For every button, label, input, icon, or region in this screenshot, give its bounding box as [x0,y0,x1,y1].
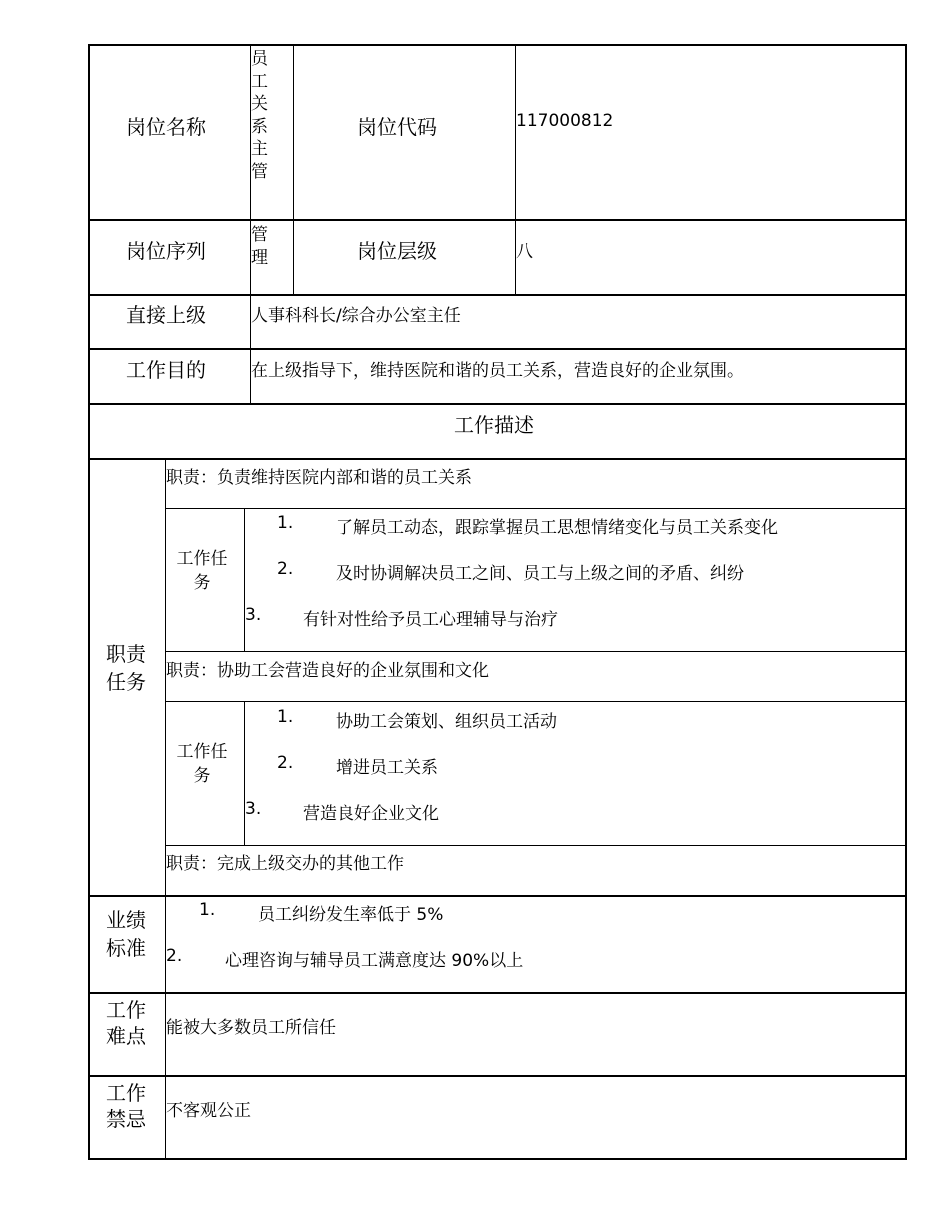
duty-1-task-1-number: 1. [277,513,294,533]
position-name-value: 员工关系主管 [251,49,268,182]
duty-1-task-1-text: 了解员工动态，跟踪掌握员工思想情绪变化与员工关系变化 [336,518,778,538]
performance-label-line1: 业绩 [106,908,146,932]
duty-2-title: 职责：协助工会营造良好的企业氛围和文化 [166,661,489,681]
position-code-value: 117000812 [516,111,614,131]
difficulty-label-line2: 难点 [106,1024,146,1048]
taboo-label-line1: 工作 [106,1081,146,1105]
position-series-value: 管理 [251,225,268,268]
duty-1-task-2-text: 及时协调解决员工之间、员工与上级之间的矛盾、纠纷 [336,564,744,584]
direct-superior-label: 直接上级 [126,303,206,327]
col-divider [244,508,245,652]
duty-1-title: 职责：负责维持医院内部和谐的员工关系 [166,468,472,488]
duty-1-task-2-number: 2. [277,559,294,579]
position-level-value: 八 [516,242,533,262]
taboo-label [106,1080,146,1132]
performance-label-line2: 标准 [106,936,146,960]
direct-superior-value: 人事科科长/综合办公室主任 [251,306,461,326]
task-label-line2: 务 [193,766,211,786]
duty-2-task-3-number: 3. [245,799,262,819]
duty-2-task-1-number: 1. [277,707,294,727]
border-right [905,44,907,1160]
position-series-label: 岗位序列 [126,239,206,263]
task-label-line1: 工作任 [176,742,228,762]
task-label [173,740,231,788]
duty-3-title: 职责：完成上级交办的其他工作 [166,854,404,874]
row-divider [88,294,907,296]
row-divider [88,458,907,460]
performance-2-text: 心理咨询与辅导员工满意度达 90%以上 [225,951,524,971]
row-divider [88,992,907,994]
taboo-label-line2: 禁忌 [106,1107,146,1131]
task-label-line2: 务 [193,573,211,593]
border-top [88,44,907,46]
position-level-label: 岗位层级 [357,239,437,263]
difficulty-label-line1: 工作 [106,998,146,1022]
col-divider [293,44,294,295]
difficulty-value: 能被大多数员工所信任 [166,1018,336,1038]
row-divider [88,1075,907,1077]
row-divider [88,403,907,405]
performance-1-text: 员工纠纷发生率低于 5% [258,905,444,925]
row-divider [165,845,907,846]
row-divider [165,508,907,509]
duty-2-task-2-text: 增进员工关系 [336,758,438,778]
col-divider [165,458,166,1159]
row-divider [165,701,907,702]
duties-label [106,640,146,696]
row-divider [165,651,907,652]
border-bottom [88,1158,907,1160]
work-purpose-label: 工作目的 [126,358,206,382]
border-left [88,44,90,1160]
taboo-value: 不客观公正 [166,1101,251,1121]
task-label [173,547,231,595]
work-purpose-value: 在上级指导下，维持医院和谐的员工关系，营造良好的企业氛围。 [251,361,744,381]
position-code-label: 岗位代码 [357,115,437,139]
duties-label-line1: 职责 [106,642,146,666]
row-divider [88,895,907,897]
performance-2-number: 2. [166,946,183,966]
row-divider [88,219,907,221]
col-divider [244,701,245,846]
duty-2-task-3-text: 营造良好企业文化 [303,804,439,824]
duty-1-task-3-number: 3. [245,605,262,625]
position-name-label: 岗位名称 [126,115,206,139]
duty-1-task-3-text: 有针对性给予员工心理辅导与治疗 [303,610,558,630]
task-label-line1: 工作任 [176,549,228,569]
duty-2-task-1-text: 协助工会策划、组织员工活动 [336,712,557,732]
performance-label [106,906,146,962]
work-description-title: 工作描述 [454,413,534,437]
performance-1-number: 1. [199,900,216,920]
duty-2-task-2-number: 2. [277,753,294,773]
duties-label-line2: 任务 [106,670,146,694]
difficulty-label [106,997,146,1049]
row-divider [88,348,907,350]
